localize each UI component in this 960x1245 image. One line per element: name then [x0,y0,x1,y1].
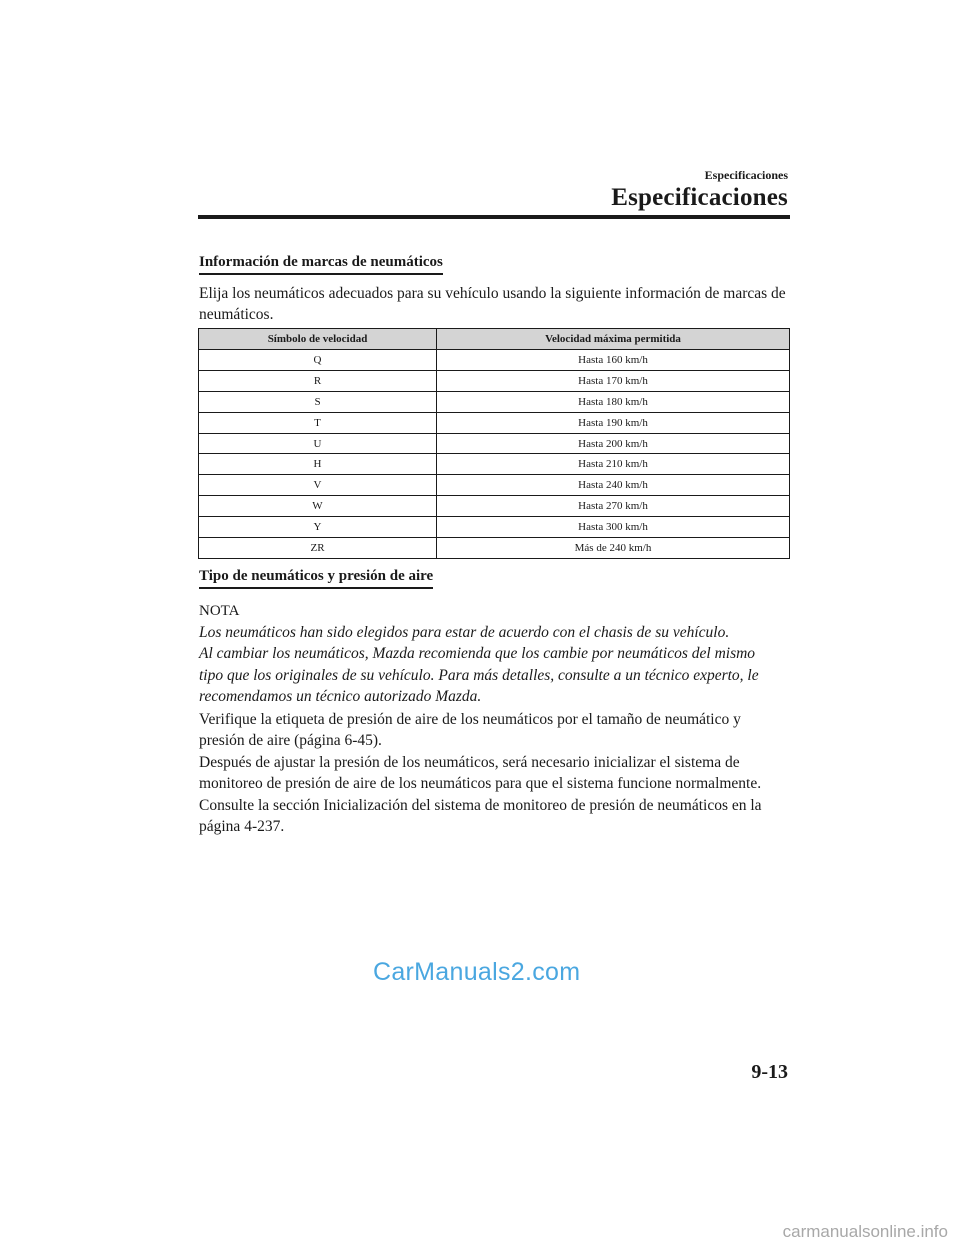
tire-marking-intro: Elija los neumáticos adecuados para su vehículo usando la siguiente información de marcas de neumáticos. [199,285,786,324]
tire-marking-heading: Información de marcas de neumáticos [199,254,443,275]
max-speed-cell: Hasta 180 km/h [437,391,790,412]
table-header-row [199,329,790,350]
page-number: 9-13 [751,1061,788,1083]
speed-symbol-cell: T [199,412,437,433]
max-speed-cell: Hasta 270 km/h [437,496,790,517]
body-line: Consulte la sección Inicialización del sistema de monitoreo de presión de neumáticos en la [199,796,762,814]
speed-symbol-table [198,328,790,559]
max-speed-cell: Hasta 200 km/h [437,433,790,454]
footer-url: carmanualsonline.info [782,1222,948,1241]
note-line: recomendamos un técnico autorizado Mazda. [199,688,482,706]
body-line: monitoreo de presión de aire de los neumáticos para que el sistema funcione normalmente. [199,775,762,793]
table-row [199,475,790,496]
max-speed-cell: Hasta 300 km/h [437,517,790,538]
table-row [199,412,790,433]
speed-symbol-cell: R [199,370,437,391]
speed-symbol-cell: W [199,496,437,517]
table-row [199,517,790,538]
note-title: NOTA [199,603,240,619]
note-line: Al cambiar los neumáticos, Mazda recomienda que los cambie por neumáticos del mismo [199,645,756,663]
column-header-speed-symbol: Símbolo de velocidad [199,329,437,350]
max-speed-cell: Hasta 170 km/h [437,370,790,391]
speed-symbol-cell: V [199,475,437,496]
chapter-title: Especificaciones [611,184,788,211]
speed-symbol-cell: ZR [199,538,437,559]
table-row [199,496,790,517]
header-rule [198,215,790,219]
note-line: Los neumáticos han sido elegidos para estar de acuerdo con el chasis de su vehículo. [199,624,730,641]
max-speed-cell: Hasta 160 km/h [437,350,790,371]
note-line: tipo que los originales de su vehículo. Para más detalles, consulte a un técnico experto, le [199,666,759,684]
max-speed-cell: Más de 240 km/h [437,538,790,559]
table-row [199,433,790,454]
note-paragraph [199,622,789,708]
speed-symbol-cell: U [199,433,437,454]
pressure-paragraph [199,709,789,837]
max-speed-cell: Hasta 240 km/h [437,475,790,496]
watermark-logo: CarManuals2.com [373,958,581,986]
body-line: presión de aire (página 6-45). [199,732,382,750]
speed-symbol-cell: Y [199,517,437,538]
table-row [199,350,790,371]
speed-symbol-cell: S [199,391,437,412]
speed-symbol-cell: Q [199,350,437,371]
body-line: Verifique la etiqueta de presión de aire de los neumáticos por el tamaño de neumático y [199,711,741,728]
column-header-max-speed: Velocidad máxima permitida [437,329,790,350]
max-speed-cell: Hasta 190 km/h [437,412,790,433]
header-section-label: Especificaciones [704,168,788,182]
tire-pressure-heading: Tipo de neumáticos y presión de aire [199,568,433,589]
table-row [199,370,790,391]
table-row [199,538,790,559]
body-line: página 4-237. [199,818,285,836]
max-speed-cell: Hasta 210 km/h [437,454,790,475]
table-row [199,454,790,475]
body-line: Después de ajustar la presión de los neumáticos, será necesario inicializar el sistema de [199,753,740,771]
speed-symbol-cell: H [199,454,437,475]
table-row [199,391,790,412]
